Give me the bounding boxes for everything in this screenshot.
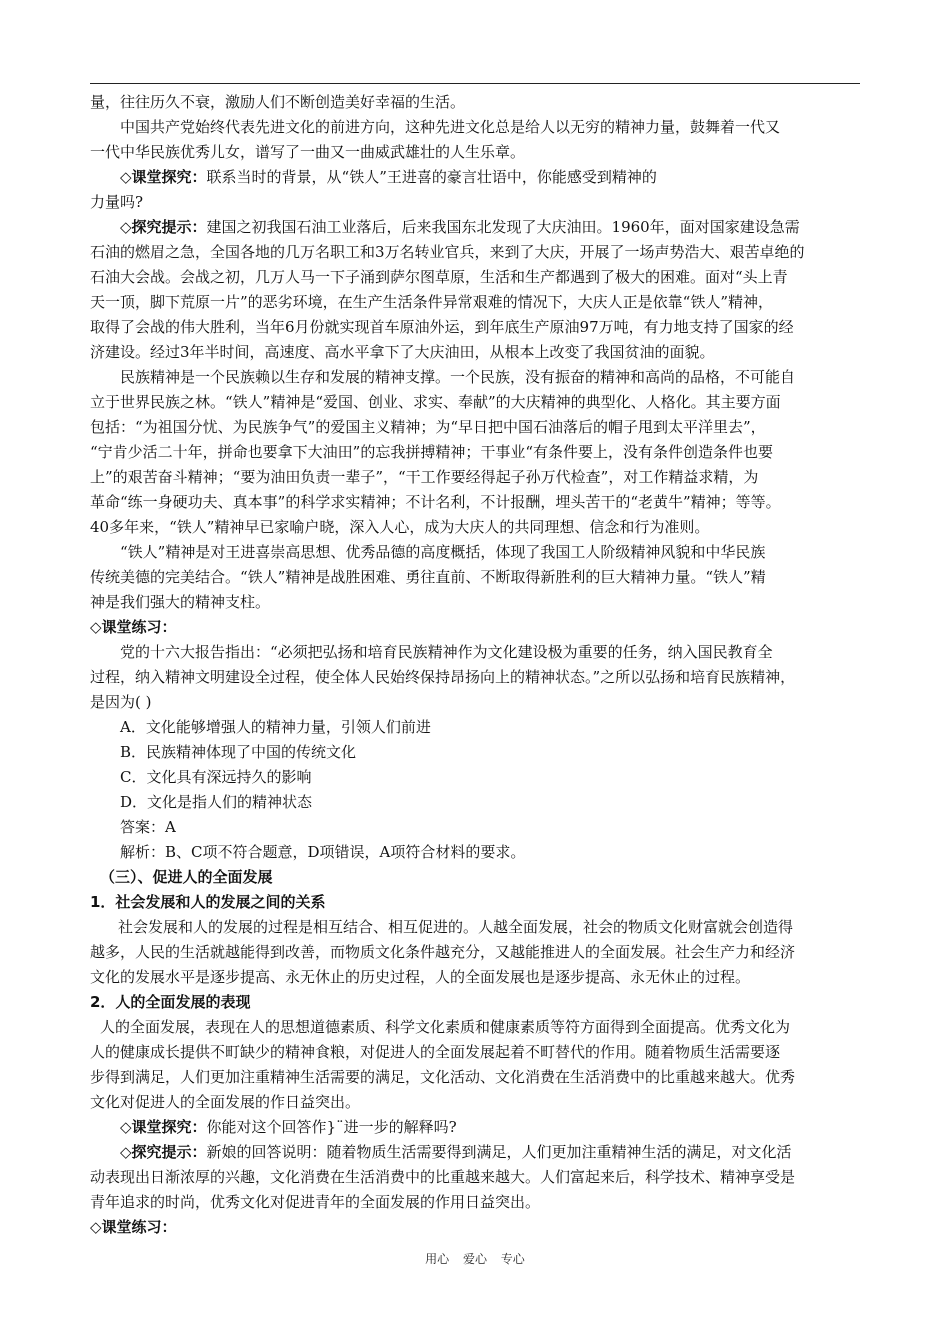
- text-line: 天一顶，脚下荒原一片”的恶劣环境，在生产生活条件异常艰难的情况下，大庆人正是依靠“铁人”精神，: [90, 293, 774, 311]
- practice-label: ◇课堂练习：: [90, 618, 177, 636]
- text-line: 青年追求的时尚，优秀文化对促进青年的全面发展的作用日益突出。: [90, 1193, 541, 1211]
- question-line: 过程，纳入精神文明建设全过程，使全体人民始终保持昂扬向上的精神状态。”之所以弘扬和培育民族精神，: [90, 668, 796, 686]
- text-line: 人的全面发展，表现在人的思想道德素质、科学文化素质和健康素质等符方面得到全面提高。优秀文化为: [100, 1018, 791, 1036]
- explore-text: 你能对这个回答作}¨进一步的解释吗?: [206, 1118, 457, 1136]
- text-line: “宁肯少活二十年，拼命也要拿下大油田”的忘我拼搏精神；干事业“有条件要上，没有条件创造条件也要: [90, 443, 774, 461]
- text-line: 取得了会战的伟大胜利，当年6月份就实现首车原油外运，到年底生产原油97万吨，有力地支持了国家的经: [90, 318, 794, 336]
- analysis-line: 解析：B、C项不符合题意，D项错误，A项符合材料的要求。: [120, 843, 526, 861]
- hint-text: 新娘的回答说明：随着物质生活需要得到满足，人们更加注重精神生活的满足，对文化活: [206, 1143, 792, 1161]
- text-line: 济建设。经过3年半时间，高速度、高水平拿下了大庆油田，从根本上改变了我国贫油的面貌。: [90, 343, 715, 361]
- text-line: 传统美德的完美结合。“铁人”精神是战胜困难、勇往直前、不断取得新胜利的巨大精神力量。“铁人”精: [90, 568, 766, 586]
- subsection-heading: 1．社会发展和人的发展之间的关系: [90, 893, 326, 911]
- text-line: 量，往往历久不衰，激励人们不断创造美好幸福的生活。: [90, 93, 466, 111]
- text-line: 石油大会战。会战之初，几万人马一下子涌到萨尔图草原，生活和生产都遇到了极大的困难。面对“头上青: [90, 268, 788, 286]
- text-line: “铁人”精神是对王进喜崇高思想、优秀品德的高度概括，体现了我国工人阶级精神风貌和中华民族: [120, 543, 766, 561]
- hint-line: [90, 1140, 862, 1165]
- text-line: 包括：“为祖国分忧、为民族争气”的爱国主义精神；为“早日把中国石油落后的帽子甩到太平洋里去”，: [90, 418, 766, 436]
- hint-label: ◇探究提示：: [120, 1143, 207, 1161]
- explore-question: [90, 1115, 862, 1140]
- subsection-heading: 2．人的全面发展的表现: [90, 993, 251, 1011]
- text-line: 革命“练一身硬功夫、真本事”的科学求实精神；不计名利，不计报酬，埋头苦干的“老黄牛”精神；等等。: [90, 493, 781, 511]
- question-line: 是因为( ): [90, 693, 152, 711]
- text-line: 人的健康成长提供不町缺少的精神食粮，对促进人的全面发展起着不町替代的作用。随着物质生活需要逐: [90, 1043, 781, 1061]
- text-line: 民族精神是一个民族赖以生存和发展的精神支撑。一个民族，没有振奋的精神和高尚的品格，不可能自: [120, 368, 796, 386]
- explore-question: [90, 165, 862, 190]
- text-line: 一代中华民族优秀儿女，谱写了一曲又一曲威武雄壮的人生乐章。: [90, 143, 526, 161]
- text-line: 上”的艰苦奋斗精神；“要为油田负责一辈子”，“干工作要经得起子孙万代检查”，对工作精益求精，为: [90, 468, 759, 486]
- option-c: C．文化具有深远持久的影响: [120, 768, 312, 786]
- text-line: 神是我们强大的精神支柱。: [90, 593, 271, 611]
- text-line: 40多年来，“铁人”精神早已家喻户晓，深入人心，成为大庆人的共同理想、信念和行为准则。: [90, 518, 710, 536]
- text-line: 社会发展和人的发展的过程是相互结合、相互促进的。人越全面发展，社会的物质文化财富就会创造得: [118, 918, 794, 936]
- text-line: 中国共产党始终代表先进文化的前进方向，这种先进文化总是给人以无穷的精神力量，鼓舞着一代又: [120, 118, 781, 136]
- question-line: 党的十六大报告指出：“必须把弘扬和培育民族精神作为文化建设极为重要的任务，纳入国民教育全: [120, 643, 773, 661]
- explore-label: ◇课堂探究：: [120, 168, 207, 186]
- section-heading: （三）、促进人的全面发展: [100, 868, 273, 886]
- header-rule: [90, 83, 860, 84]
- explore-label: ◇课堂探究：: [120, 1118, 207, 1136]
- text-line: 动表现出日渐浓厚的兴趣，文化消费在生活消费中的比重越来越大。人们富起来后，科学技术、精神享受是: [90, 1168, 796, 1186]
- document-body: [90, 90, 862, 1240]
- text-line: 步得到满足，人们更加注重精神生活需要的满足，文化活动、文化消费在生活消费中的比重越来越大。优秀: [90, 1068, 796, 1086]
- text-line: 文化对促进人的全面发展的作日益突出。: [90, 1093, 361, 1111]
- hint-text: 建国之初我国石油工业落后，后来我国东北发现了大庆油田。1960年，面对国家建设急需: [206, 218, 800, 236]
- text-line: 立于世界民族之林。“铁人”精神是“爱国、创业、求实、奉献”的大庆精神的典型化、人格化。其主要方面: [90, 393, 781, 411]
- page-footer: 用心 爱心 专心: [425, 1252, 525, 1266]
- text-line: 越多，人民的生活就越能得到改善，而物质文化条件越充分，又越能推进人的全面发展。社会生产力和经济: [90, 943, 796, 961]
- practice-label: ◇课堂练习：: [90, 1218, 177, 1236]
- answer-line: 答案：A: [120, 818, 176, 836]
- text-line: 力量吗?: [90, 193, 144, 211]
- text-line: 文化的发展水平是逐步提高、永无休止的历史过程，人的全面发展也是逐步提高、永无休止的过程。: [90, 968, 751, 986]
- hint-label: ◇探究提示：: [120, 218, 207, 236]
- option-b: B．民族精神体现了中国的传统文化: [120, 743, 357, 761]
- option-a: A．文化能够增强人的精神力量，引领人们前进: [120, 718, 431, 736]
- hint-line: [90, 215, 862, 240]
- explore-text: 联系当时的背景，从“铁人”王进喜的豪言壮语中，你能感受到精神的: [206, 168, 657, 186]
- option-d: D．文化是指人们的精神状态: [120, 793, 313, 811]
- text-line: 石油的燃眉之急，全国各地的几万名职工和3万名转业官兵，来到了大庆，开展了一场声势浩大、艰苦卓绝的: [90, 243, 805, 261]
